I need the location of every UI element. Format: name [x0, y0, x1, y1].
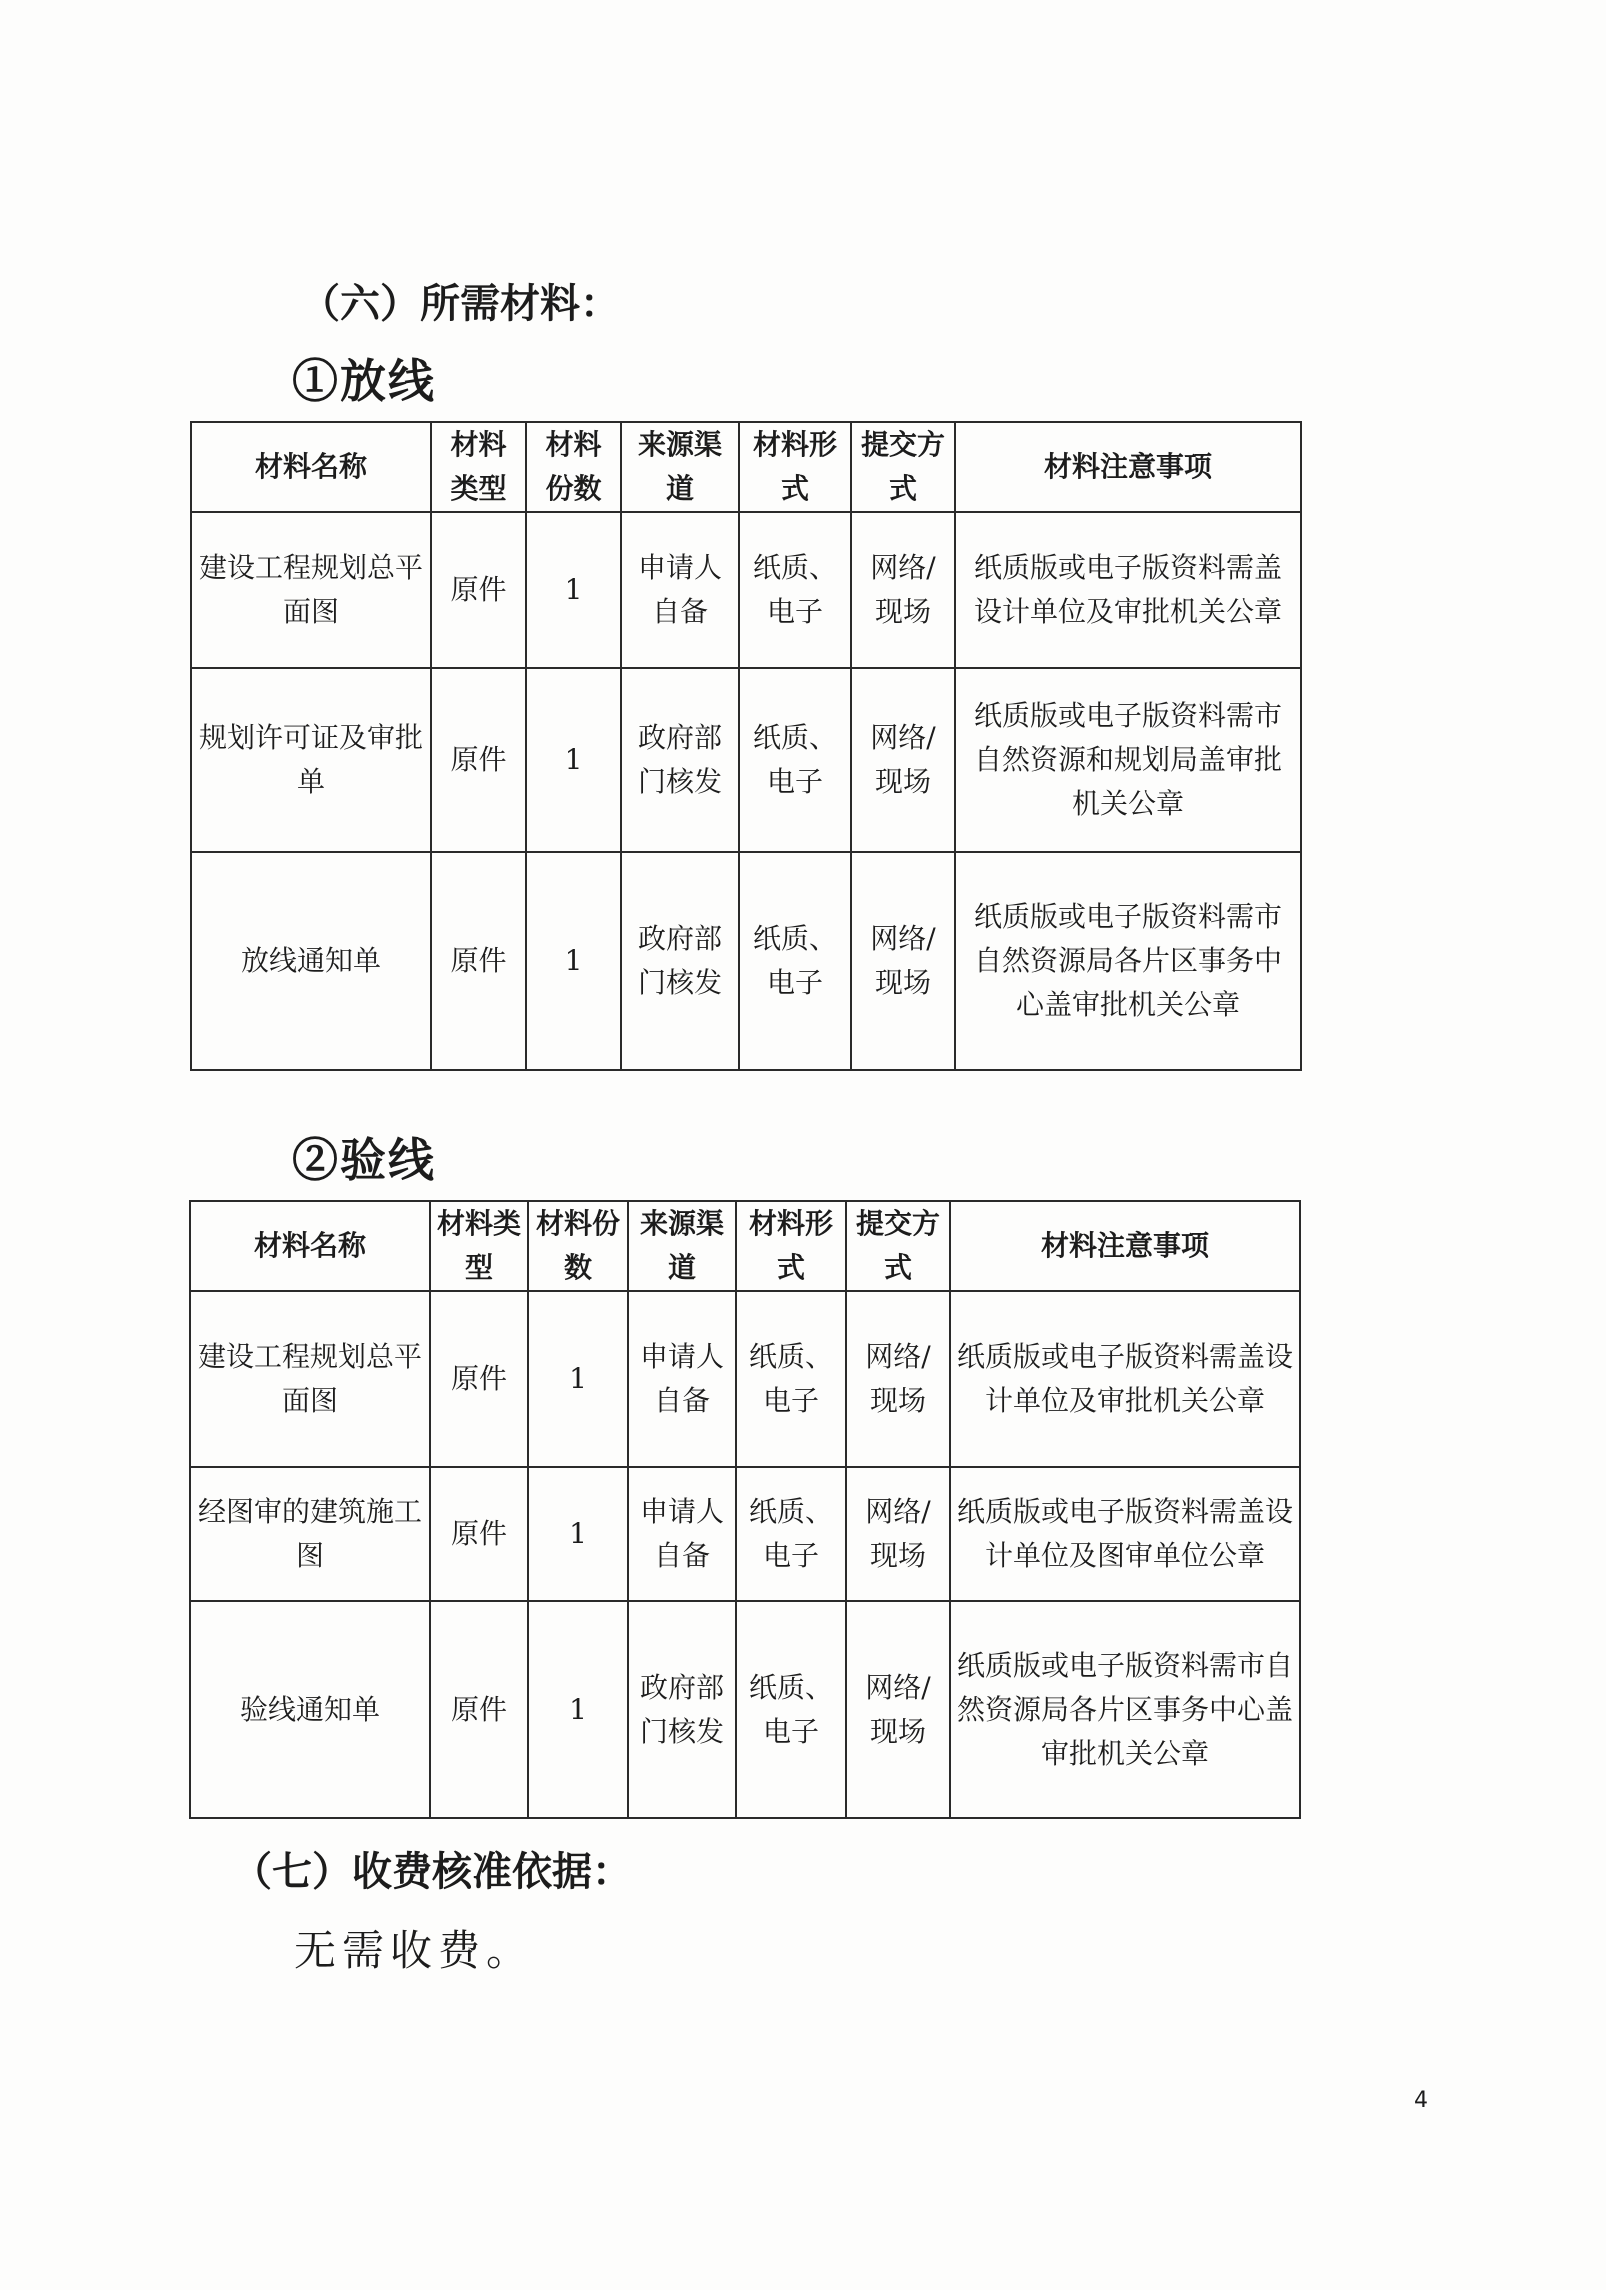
cell-count: 1: [528, 1467, 628, 1601]
fangxian-subtitle: ①放线: [292, 354, 436, 408]
cell-count: 1: [526, 852, 621, 1070]
table-row: [190, 1467, 1300, 1601]
table-header-row: [191, 422, 1301, 512]
header-material-name: 材料名称: [191, 422, 431, 512]
cell-submit: 网络/现场: [851, 852, 955, 1070]
cell-note: 纸质版或电子版资料需盖设计单位及图审单位公章: [950, 1467, 1300, 1601]
header-material-notes: 材料注意事项: [955, 422, 1301, 512]
cell-submit: 网络/现场: [846, 1467, 950, 1601]
page-number: 4: [1414, 2088, 1428, 2113]
cell-name: 建设工程规划总平面图: [190, 1291, 430, 1467]
cell-type: 原件: [430, 1291, 528, 1467]
cell-type: 原件: [430, 1467, 528, 1601]
cell-note: 纸质版或电子版资料需盖设计单位及审批机关公章: [950, 1291, 1300, 1467]
header-submit-method: 提交方式: [846, 1201, 950, 1291]
cell-form: 纸质、电子: [739, 852, 851, 1070]
yanxian-subtitle: ②验线: [292, 1133, 436, 1187]
table-row: [191, 668, 1301, 852]
cell-name: 放线通知单: [191, 852, 431, 1070]
cell-note: 纸质版或电子版资料需市自然资源局各片区事务中心盖审批机关公章: [955, 852, 1301, 1070]
section-7-heading: （七）收费核准依据：: [232, 1849, 632, 1895]
cell-count: 1: [526, 512, 621, 668]
header-material-count: 材料份数: [526, 422, 621, 512]
cell-form: 纸质、电子: [736, 1601, 846, 1818]
cell-source: 政府部门核发: [628, 1601, 736, 1818]
header-material-type: 材料类型: [431, 422, 526, 512]
cell-submit: 网络/现场: [846, 1291, 950, 1467]
cell-form: 纸质、电子: [736, 1467, 846, 1601]
header-material-count: 材料份数: [528, 1201, 628, 1291]
table-row: [190, 1601, 1300, 1818]
cell-type: 原件: [431, 512, 526, 668]
cell-name: 经图审的建筑施工图: [190, 1467, 430, 1601]
cell-source: 政府部门核发: [621, 668, 739, 852]
header-source-channel: 来源渠道: [621, 422, 739, 512]
cell-source: 申请人自备: [628, 1467, 736, 1601]
cell-type: 原件: [431, 852, 526, 1070]
yanxian-materials-table: [189, 1200, 1301, 1819]
cell-name: 验线通知单: [190, 1601, 430, 1818]
cell-note: 纸质版或电子版资料需市自然资源局各片区事务中心盖审批机关公章: [950, 1601, 1300, 1818]
table-row: [190, 1291, 1300, 1467]
header-source-channel: 来源渠道: [628, 1201, 736, 1291]
cell-submit: 网络/现场: [851, 668, 955, 852]
header-material-form: 材料形式: [736, 1201, 846, 1291]
fee-statement: 无需收费。: [294, 1926, 535, 1975]
cell-submit: 网络/现场: [846, 1601, 950, 1818]
cell-count: 1: [528, 1601, 628, 1818]
cell-form: 纸质、电子: [736, 1291, 846, 1467]
header-material-type: 材料类型: [430, 1201, 528, 1291]
cell-form: 纸质、电子: [739, 668, 851, 852]
cell-count: 1: [526, 668, 621, 852]
cell-source: 申请人自备: [621, 512, 739, 668]
table-row: [191, 852, 1301, 1070]
cell-note: 纸质版或电子版资料需市自然资源和规划局盖审批机关公章: [955, 668, 1301, 852]
header-material-name: 材料名称: [190, 1201, 430, 1291]
cell-name: 规划许可证及审批单: [191, 668, 431, 852]
cell-type: 原件: [430, 1601, 528, 1818]
header-material-notes: 材料注意事项: [950, 1201, 1300, 1291]
cell-count: 1: [528, 1291, 628, 1467]
section-6-heading: （六）所需材料：: [300, 281, 620, 327]
cell-form: 纸质、电子: [739, 512, 851, 668]
header-submit-method: 提交方式: [851, 422, 955, 512]
cell-type: 原件: [431, 668, 526, 852]
cell-name: 建设工程规划总平面图: [191, 512, 431, 668]
header-material-form: 材料形式: [739, 422, 851, 512]
cell-source: 申请人自备: [628, 1291, 736, 1467]
fangxian-materials-table: [190, 421, 1302, 1071]
cell-note: 纸质版或电子版资料需盖设计单位及审批机关公章: [955, 512, 1301, 668]
table-row: [191, 512, 1301, 668]
cell-submit: 网络/现场: [851, 512, 955, 668]
table-header-row: [190, 1201, 1300, 1291]
cell-source: 政府部门核发: [621, 852, 739, 1070]
